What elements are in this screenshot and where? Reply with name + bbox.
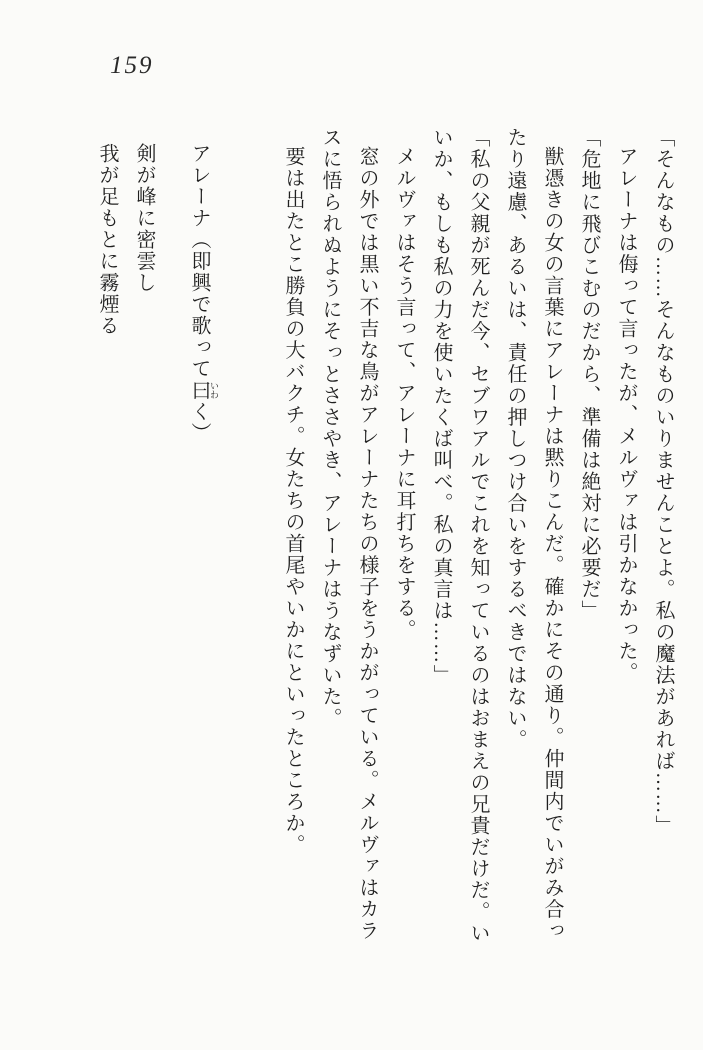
text-column: 「そんなもの……そんなものいりませんことよ。私の魔法があれば……」: [652, 127, 674, 837]
text-column: 「私の父親が死んだ今、セブワアルでこれを知っているのはおまえの兄貴だけだ。い: [467, 127, 489, 944]
song-attribution-line: [180, 143, 219, 903]
song-line: 剣が峰に密雲し: [133, 143, 155, 294]
prose-text-block: [274, 127, 681, 1047]
text-column: 獣憑きの女の言葉にアレーナは黙りこんだ。確かにその通り。仲間内でいがみ合っ: [541, 146, 563, 942]
page-number: 159: [110, 52, 154, 79]
furigana: いわ: [209, 379, 219, 401]
text-column: いか、もしも私の力を使いたくば叫べ。私の真言は……」: [430, 127, 452, 686]
text-column: メルヴァはそう言って、アレーナに耳打ちをする。: [393, 146, 415, 641]
ruby-annotated-char: [188, 379, 219, 402]
text-column: たり遠慮、あるいは、責任の押しつけ合いをするべきではない。: [504, 127, 526, 751]
text-column: 窓の外では黒い不吉な鳥がアレーナたちの様子をうかがっている。メルヴァはカラ: [356, 146, 378, 942]
song-attribution-post: く）: [188, 401, 210, 444]
text-column: 「危地に飛びこむのだから、準備は絶対に必要だ」: [578, 127, 600, 622]
text-column: 要は出たとこ勝負の大バクチ。女たちの首尾やいかにといったところか。: [282, 146, 304, 856]
song-attribution-pre: アレーナ（即興で歌って: [188, 143, 210, 380]
ruby-base-char: 曰: [188, 379, 210, 401]
text-column: スに悟られぬようにそっとささやき、アレーナはうなずいた。: [319, 127, 341, 729]
song-block: [88, 143, 219, 903]
text-column: アレーナは侮って言ったが、メルヴァは引かなかった。: [615, 146, 637, 684]
song-line: 我が足もとに霧煙る: [96, 143, 118, 337]
